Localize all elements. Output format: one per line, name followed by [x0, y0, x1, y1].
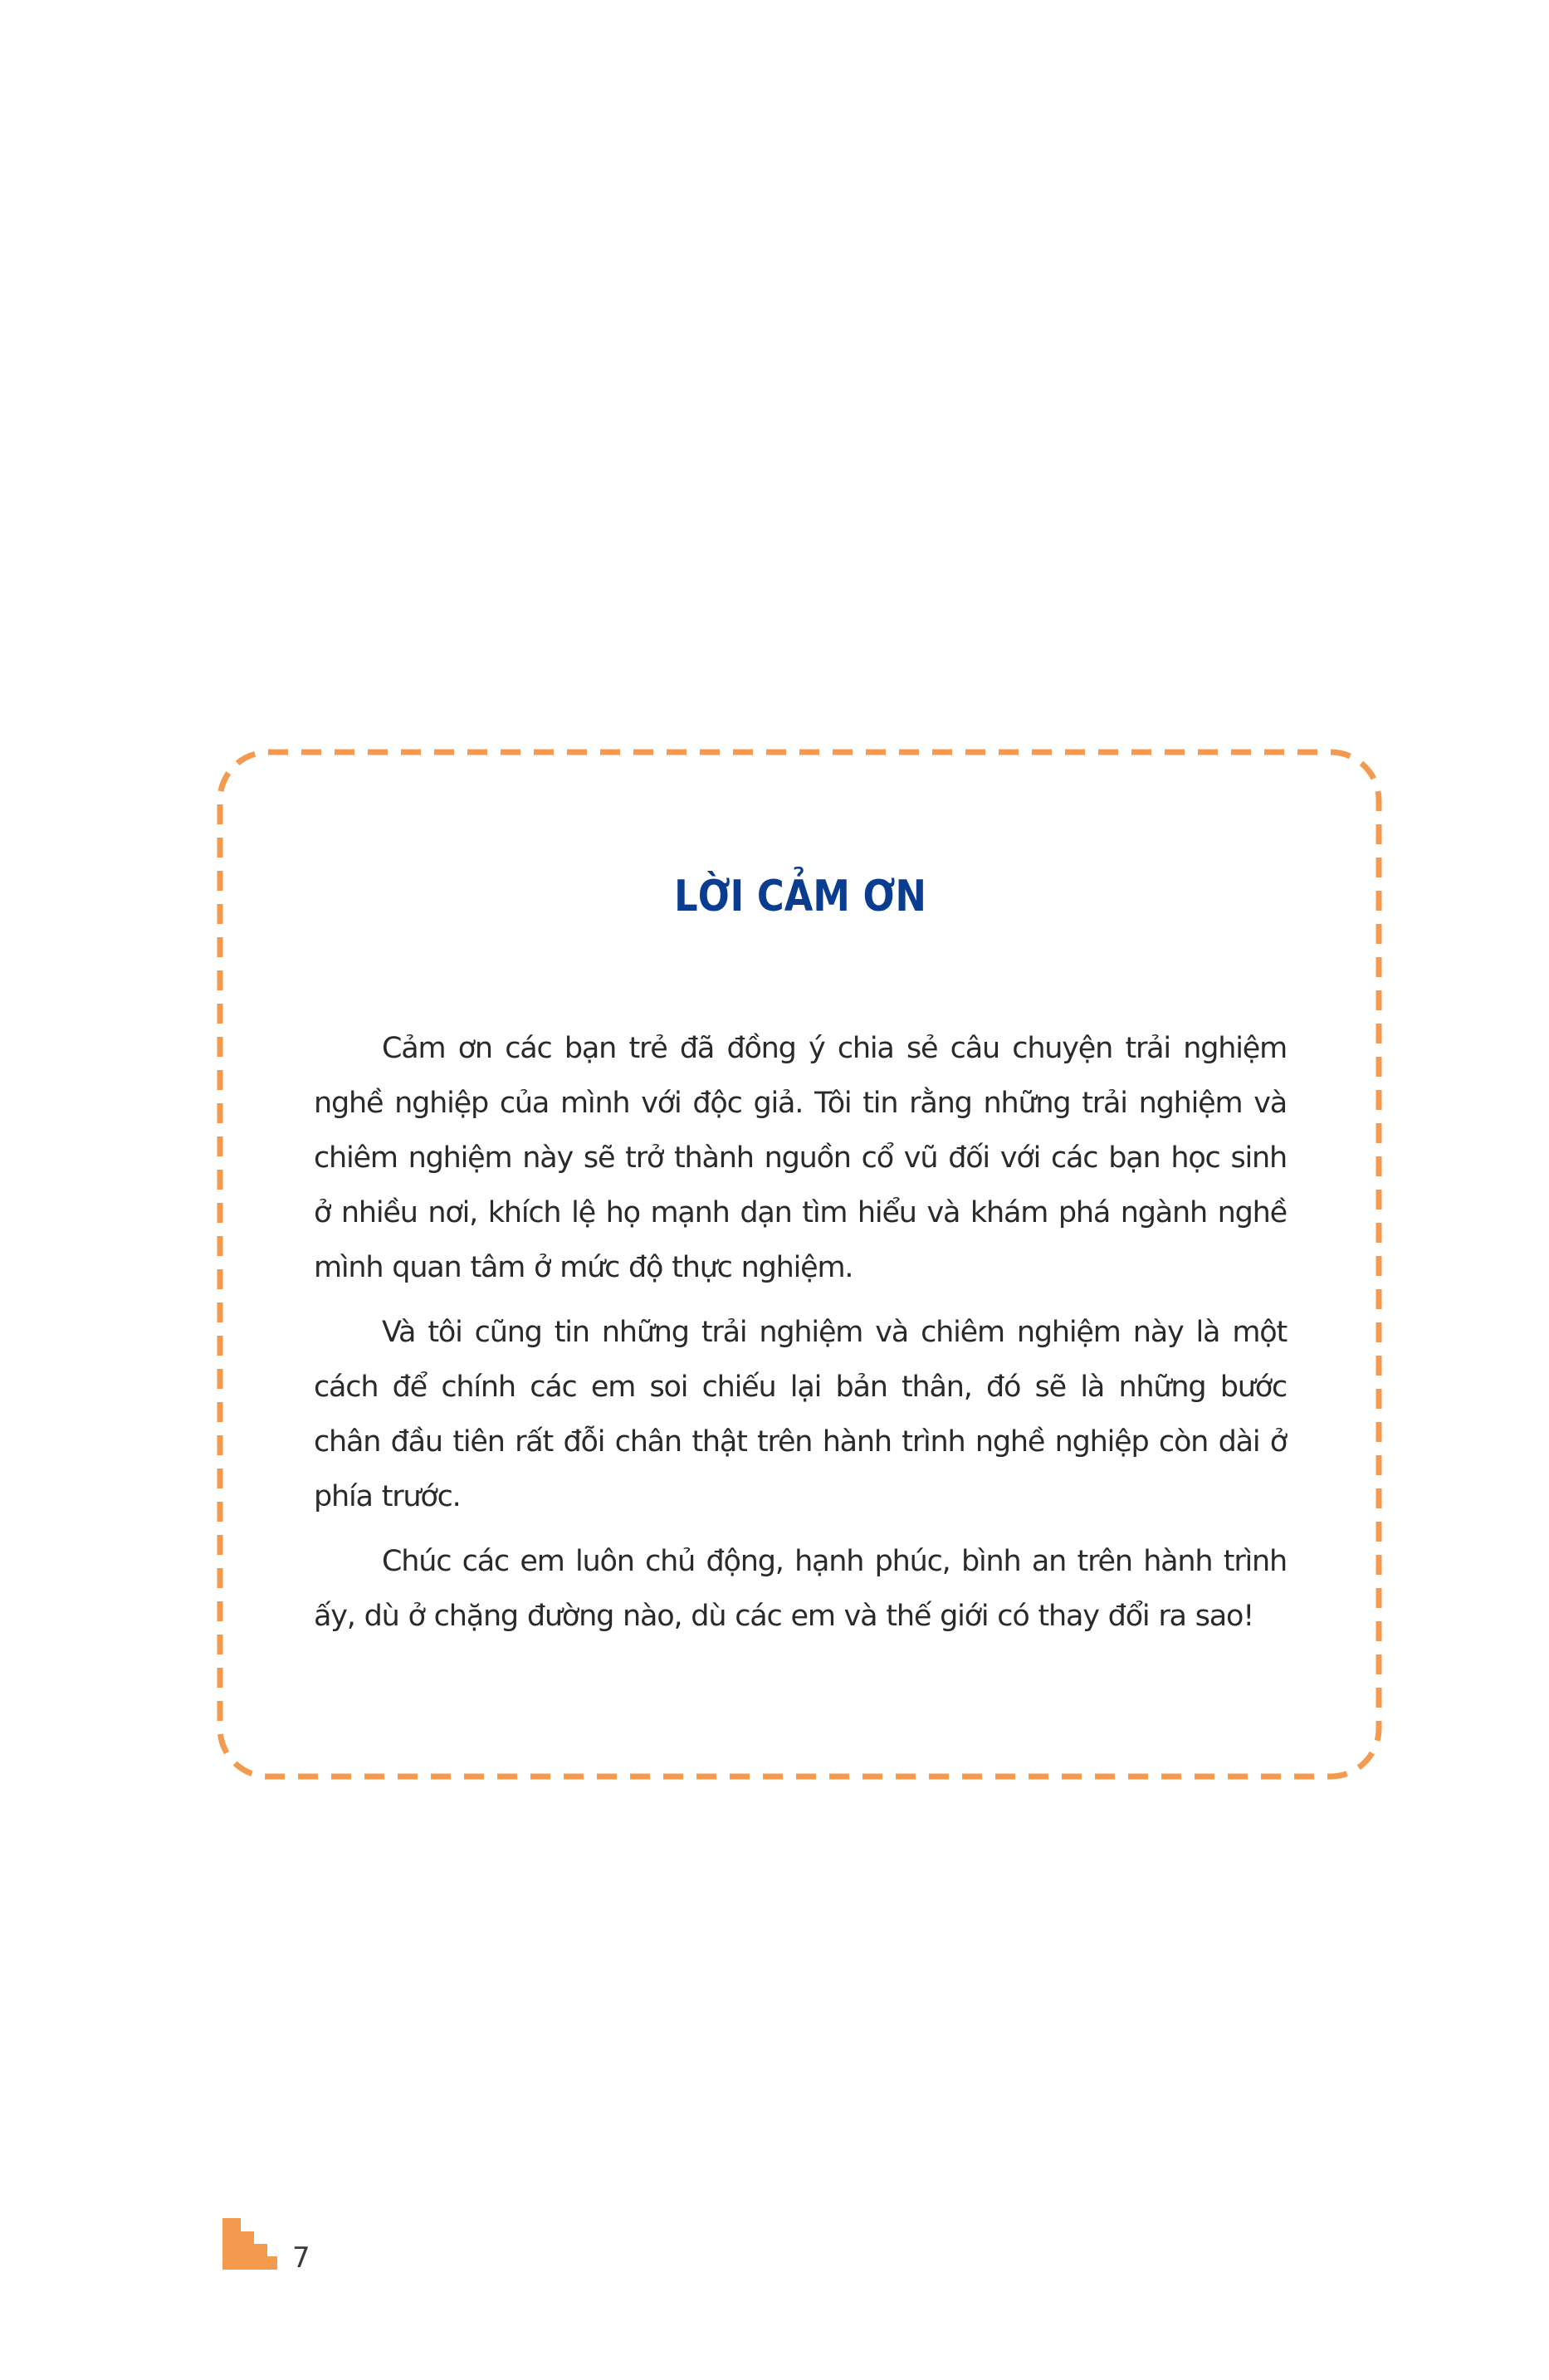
- page-title: LỜI CẢM ƠN: [674, 872, 926, 921]
- paragraph-1: Cảm ơn các bạn trẻ đã đồng ý chia sẻ câu chuyện trải nghiệm nghề nghiệp của mình với độc giả. Tôi tin rằng những trải nghiệm và chiêm nghiệm này sẽ trở thành nguồn cổ vũ đối với các bạn học sinh ở nhiều nơi, khích lệ họ mạnh dạn tìm hiểu và khám phá ngành nghề mình quan tâm ở mức độ thực nghiệm.: [314, 1032, 1287, 1284]
- stairs-icon: [222, 2218, 277, 2270]
- acknowledgement-section: [314, 872, 1287, 1644]
- paragraph-3: Chúc các em luôn chủ động, hạnh phúc, bình an trên hành trình ấy, dù ở chặng đường nào, dù các em và thế giới có thay đổi ra sao!: [314, 1545, 1287, 1633]
- paragraph-2: Và tôi cũng tin những trải nghiệm và chiêm nghiệm này là một cách để chính các em soi chiếu lại bản thân, đó sẽ là những bước chân đầu tiên rất đỗi chân thật trên hành trình nghề nghiệp còn dài ở phía trước.: [314, 1316, 1287, 1513]
- page-number: 7: [292, 2241, 310, 2275]
